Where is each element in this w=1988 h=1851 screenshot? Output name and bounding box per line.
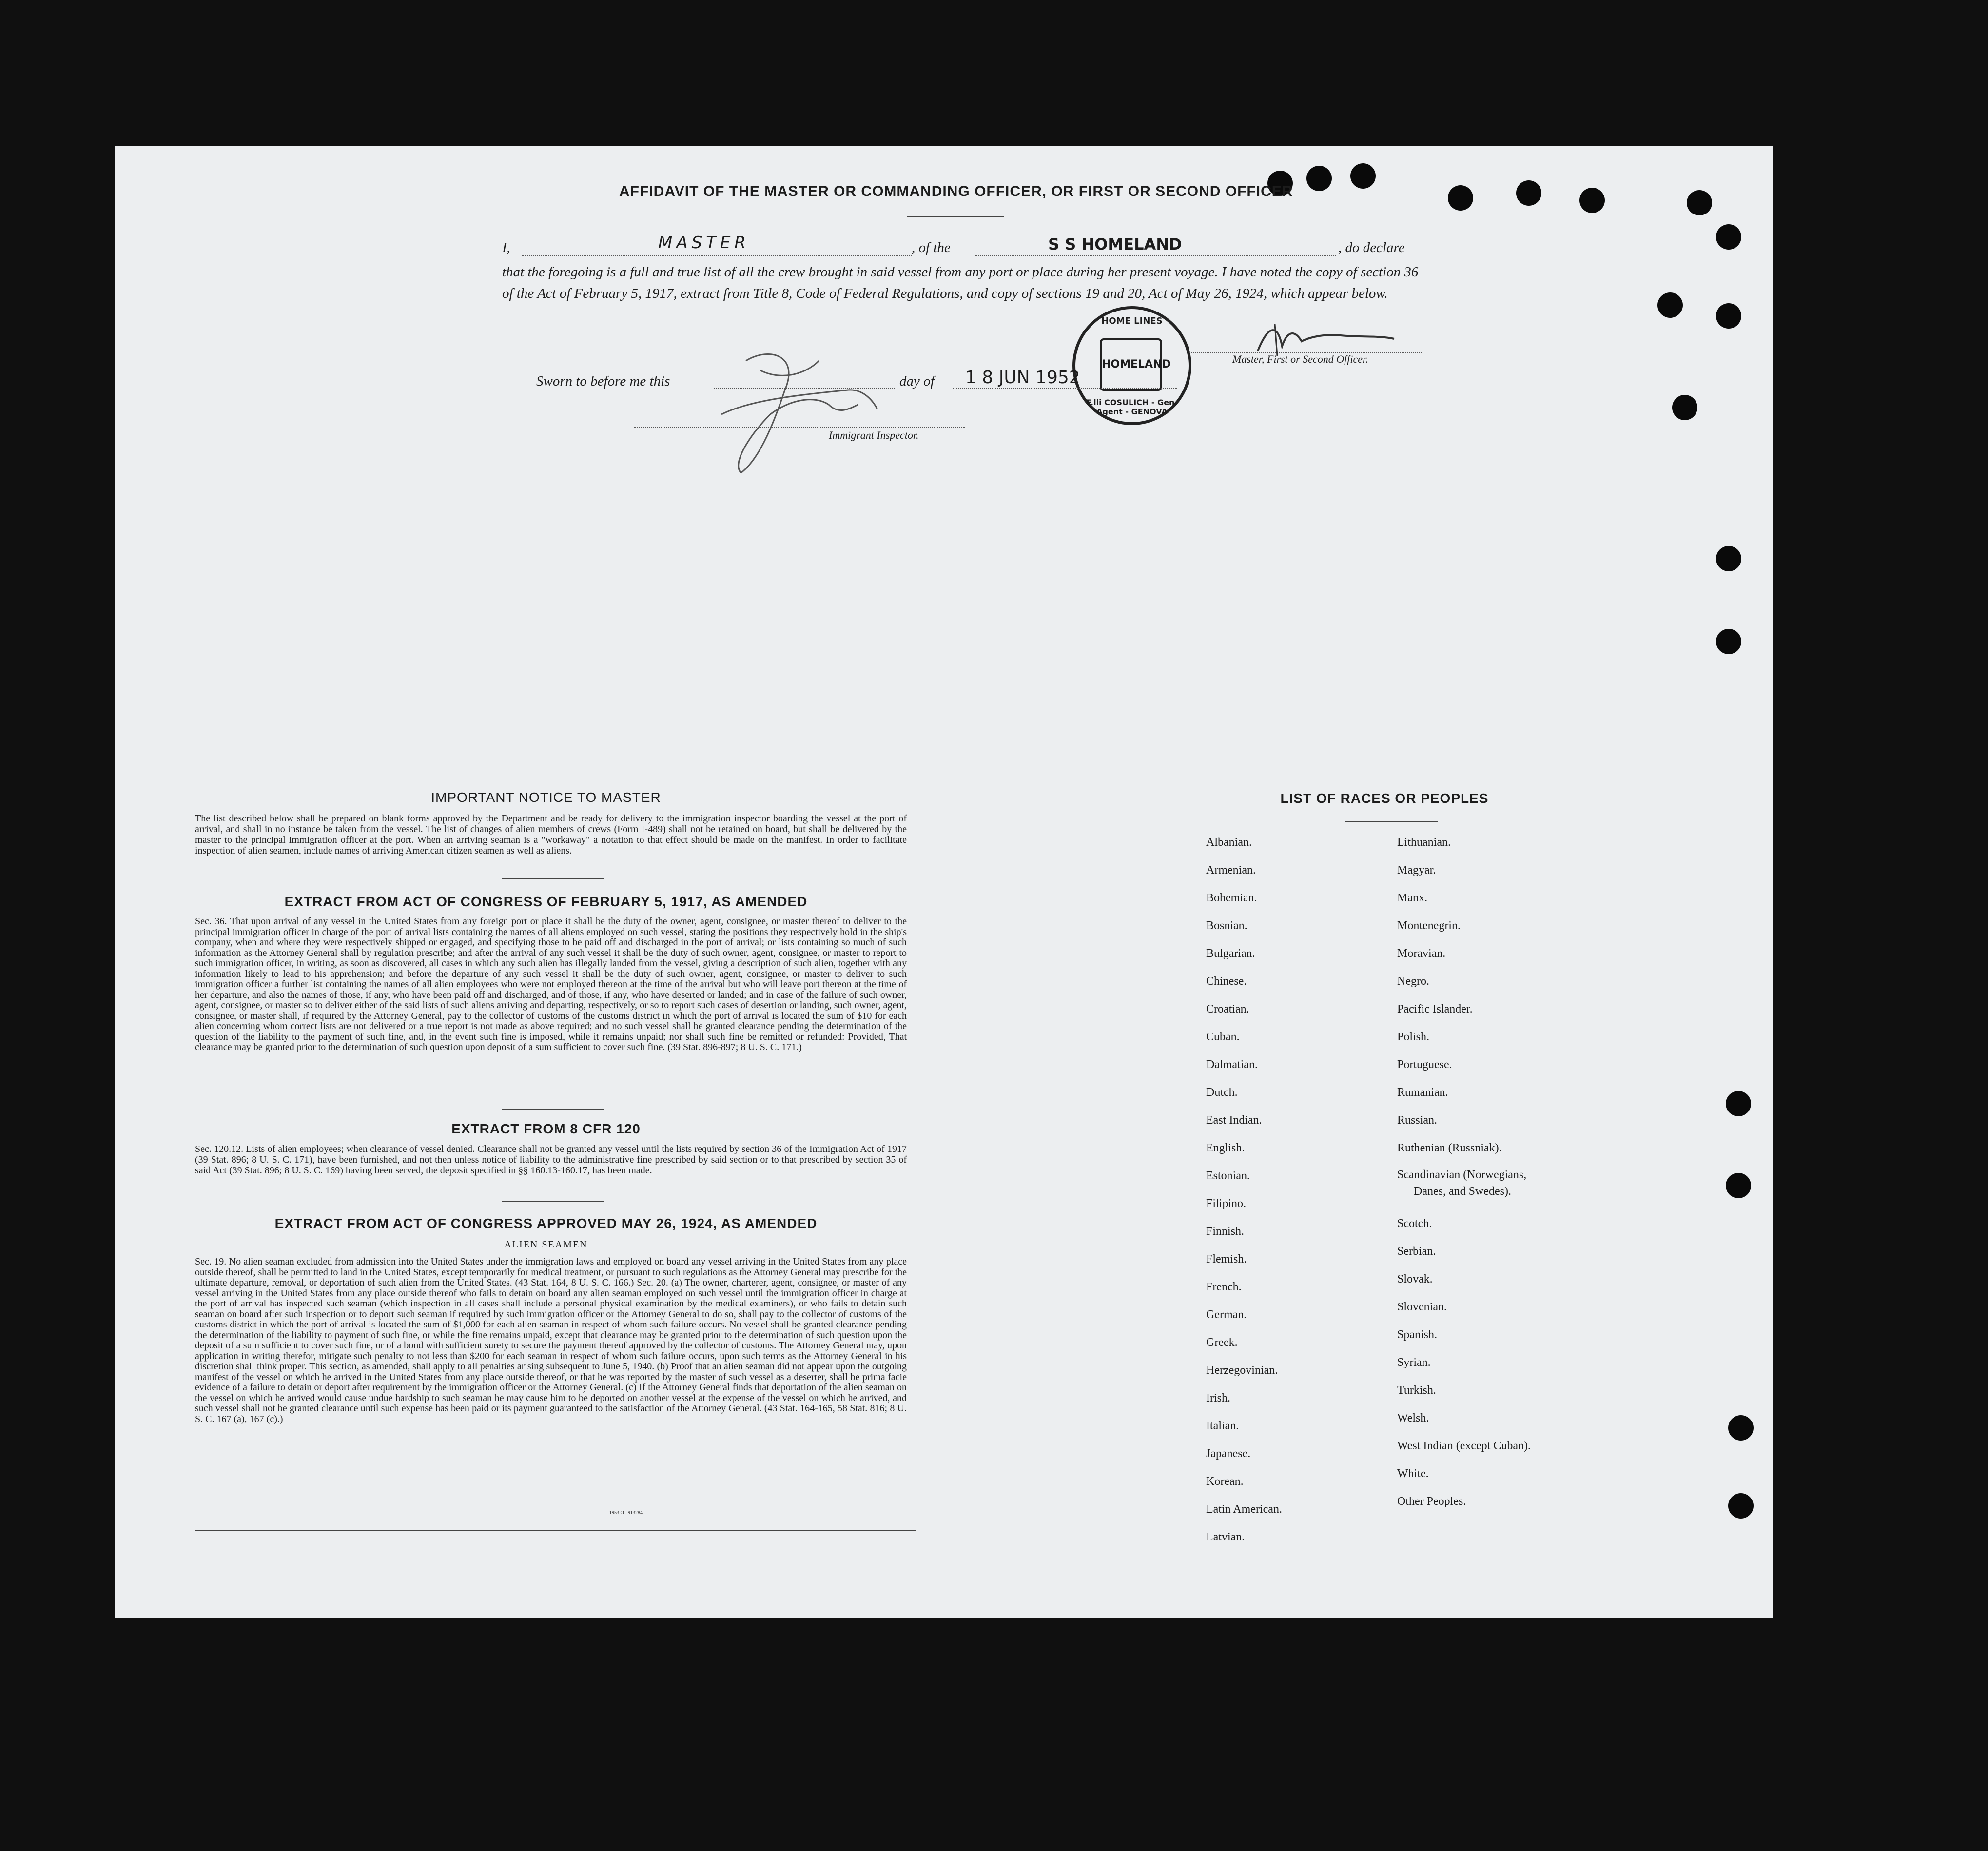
race-item: Flemish. [1206, 1253, 1247, 1266]
extract-1924-title: EXTRACT FROM ACT OF CONGRESS APPROVED MAY 26, 1924, AS AMENDED [274, 1216, 818, 1231]
race-item: Other Peoples. [1397, 1495, 1466, 1508]
race-item: Korean. [1206, 1475, 1244, 1488]
punch-hole [1728, 1493, 1754, 1519]
master-caption: Master, First or Second Officer. [1232, 353, 1368, 365]
date-line [953, 388, 1177, 389]
race-item: Dalmatian. [1206, 1058, 1258, 1071]
sworn-label: Sworn to before me this [536, 373, 670, 389]
notice-text: The list described below shall be prepared on blank forms approved by the Department and be ready for delivery to the immigration inspector boarding the vessel at the port of arrival, and shall in no instance be taken from the vessel. The list of changes of alien members of crews (Form I-489) shall not be retained on board, but shall be delivered by the master to the principal immigration officer at the port. When an arriving seaman is a "workaway" a notation to that effect should be made on the manifest. In order to facilitate inspection of alien seamen, include names of arriving American citizen seamen as well as aliens. [195, 813, 907, 856]
race-item: Rumanian. [1397, 1086, 1448, 1099]
race-item: Turkish. [1397, 1384, 1436, 1397]
punch-hole [1716, 546, 1741, 571]
race-item: Slovenian. [1397, 1301, 1447, 1313]
inspector-signature [702, 341, 907, 483]
name-line [522, 255, 912, 256]
race-item: Estonian. [1206, 1169, 1250, 1182]
race-item: Scotch. [1397, 1217, 1432, 1230]
races-column-1 [1206, 829, 1282, 1551]
race-item: Albanian. [1206, 836, 1252, 849]
punch-hole [1516, 180, 1541, 206]
race-item: Irish. [1206, 1392, 1230, 1404]
race-item: Pacific Islander. [1397, 1003, 1473, 1015]
punch-hole [1716, 224, 1741, 250]
extract-1917-text: Sec. 36. That upon arrival of any vessel in the United States from any foreign port or place it shall be the duty of the owner, agent, consignee, or master thereof to deliver to the principal immigration officer in charge of the port of arrival lists containing the names of all aliens employed on such vessel, stating the positions they respectively hold in the ship's company, when and where they were respectively shipped or engaged, and specifying those to be paid off and discharged in the port of arrival; or lists containing so much of such information as the Attorney General shall by regulation prescribe; and after the arrival of any such vessel it shall be the duty of such owner, agent, consignee, or master to report to such immigration officer, in writing, as soon as discovered, all cases in which any such alien has illegally landed from the vessel, giving a description of such alien, together with any information likely to lead to his apprehension; and before the departure of any such vessel it shall be the duty of such owner, agent, consignee, or master to deliver to such immigration officer a further list containing the names of all alien employees who were not employed thereon at the time of the arrival but who will leave port thereon at the time of her departure, and also the names of those, if any, who have been paid off and discharged, and of those, if any, who have deserted or landed; and in case of the failure of such owner, agent, consignee, or master so to deliver either of the said lists of such aliens arriving and departing, respectively, or so to report such cases of desertion or landing, such owner, agent, consignee, or master shall, if required by the Attorney General, pay to the collector of customs of the customs district in which the port of arrival is located the sum of $10 for each alien concerning whom correct lists are not delivered or a true report is not made as above required; and no such vessel shall be granted clearance pending the determination of the question of the liability to the payment of such fine, and, in the event such fine is imposed, while it remains unpaid; nor shall such fine be remitted or refunded: Provided, That clearance may be granted prior to the determination of such question upon deposit of a sum sufficient to cover such fine. (39 Stat. 896-897; 8 U. S. C. 171.) [195, 916, 907, 1052]
race-item: Herzegovinian. [1206, 1364, 1278, 1377]
race-item: Montenegrin. [1397, 919, 1461, 932]
race-item: Bosnian. [1206, 919, 1247, 932]
punch-hole [1579, 188, 1605, 213]
race-item: Magyar. [1397, 864, 1436, 877]
race-item: Lithuanian. [1397, 836, 1451, 849]
i-label: I, [502, 240, 510, 255]
race-item: Cuban. [1206, 1031, 1240, 1043]
punch-hole [1726, 1091, 1751, 1116]
extract-1924-subtitle: ALIEN SEAMEN [504, 1239, 588, 1250]
footer-code: 1953 O - 913284 [609, 1510, 643, 1516]
race-item: German. [1206, 1308, 1247, 1321]
name-value: MASTER [658, 233, 750, 253]
punch-hole [1716, 629, 1741, 654]
race-item: Spanish. [1397, 1328, 1438, 1341]
race-item: West Indian (except Cuban). [1397, 1440, 1531, 1452]
race-item: Danes, and Swedes). [1414, 1185, 1511, 1198]
punch-hole [1448, 185, 1473, 211]
race-item: Italian. [1206, 1420, 1239, 1432]
race-item: Serbian. [1397, 1245, 1436, 1258]
race-item: Manx. [1397, 892, 1427, 904]
race-item: Slovak. [1397, 1273, 1433, 1286]
races-title: LIST OF RACES OR PEOPLES [1280, 791, 1489, 806]
race-item: Ruthenian (Russniak). [1397, 1142, 1502, 1154]
extract-cfr-text: Sec. 120.12. Lists of alien employees; when clearance of vessel denied. Clearance shall not be granted any vessel until the lists required by section 36 of the Immigration Act of 1917 (39 Stat. 896; 8 U. S. C. 171), have been furnished, and not then unless notice of liability to the administrative fine prescribed by said section or to that prescribed by section 35 of said Act (39 Stat. 896; 8 U. S. C. 169) having been served, the deposit specified in §§ 160.13-160.17, has been made. [195, 1144, 907, 1176]
stamp-bottom-text: F.lli COSULICH - Gen. Agent - GENOVA [1086, 398, 1178, 416]
race-item: Filipino. [1206, 1197, 1247, 1210]
race-item: Latvian. [1206, 1531, 1245, 1543]
vessel-line [975, 255, 1336, 256]
race-item: Scandinavian (Norwegians, [1397, 1169, 1527, 1181]
race-item: Russian. [1397, 1114, 1438, 1127]
section-divider [502, 1109, 604, 1110]
race-item: White. [1397, 1467, 1429, 1480]
race-item: Bohemian. [1206, 892, 1257, 904]
punch-hole [1350, 163, 1376, 189]
punch-hole [1726, 1173, 1751, 1198]
races-divider [1345, 821, 1438, 822]
section-divider [502, 878, 604, 879]
race-item: East Indian. [1206, 1114, 1262, 1127]
company-stamp [1072, 306, 1191, 425]
stamp-top-text: HOME LINES [1101, 316, 1163, 326]
title-divider [907, 216, 1004, 217]
punch-hole [1716, 303, 1741, 329]
extract-1917-title: EXTRACT FROM ACT OF CONGRESS OF FEBRUARY 5, 1917, AS AMENDED [284, 894, 808, 909]
date-value: 1 8 JUN 1952 [965, 368, 1080, 388]
race-item: Greek. [1206, 1336, 1238, 1349]
section-divider [502, 1201, 604, 1202]
race-item: Negro. [1397, 975, 1429, 988]
race-item: Latin American. [1206, 1503, 1282, 1516]
race-item: Japanese. [1206, 1447, 1251, 1460]
vessel-value: S S HOMELAND [1048, 235, 1182, 253]
punch-hole [1672, 395, 1697, 420]
punch-hole [1728, 1415, 1754, 1441]
race-item: Chinese. [1206, 975, 1247, 988]
inspector-signature-line [634, 427, 965, 428]
race-item: Portuguese. [1397, 1058, 1452, 1071]
race-item: French. [1206, 1281, 1242, 1293]
notice-title: IMPORTANT NOTICE TO MASTER [431, 790, 661, 805]
day-of-label: day of [899, 373, 935, 389]
race-item: English. [1206, 1142, 1245, 1154]
punch-hole [1687, 190, 1712, 215]
extract-1924-text: Sec. 19. No alien seaman excluded from admission into the United States under the immigration laws and employed on board any vessel arriving in the United States from any place outside thereof, shall be permitted to land in the United States, except temporarily for medical treatment, or pursuant to such regulations as the Attorney General may prescribe for the ultimate departure, removal, or deportation of such alien from the United States. (43 Stat. 164, 8 U. S. C. 166.) Sec. 20. (a) The owner, charterer, agent, consignee, or master of any vessel arriving in the United States from any place outside thereof who fails to detain on board any alien seaman employed on such vessel until the immigration officer in charge at the port of arrival has inspected such seaman (which inspection in all cases shall include a personal physical examination by the medical examiners), or who fails to detain such seaman on board after such inspection or to deport such seaman if required by such immigration officer or the Attorney General to do so, shall pay to the collector of customs of the customs district in which the port of arrival is located the sum of $1,000 for each alien seaman in respect of whom such failure occurs. No vessel shall be granted clearance pending the determination of the liability to payment of such fine, or while the fine remains unpaid, except that clearance may be granted prior to the determination of such question upon the deposit of a sum sufficient to cover such fine, or of a bond with sufficient surety to secure the payment thereof approved by the collector of customs. The Attorney General may, upon application in writing therefor, mitigate such penalty to not less than $200 for each seaman in respect of whom such failure occurs, upon such terms as the Attorney General in his discretion shall think proper. This section, as amended, shall apply to all penalties arising subsequent to June 5, 1940. (b) Proof that an alien seaman did not appear upon the outgoing manifest of the vessel on which he arrived in the United States from any place outside thereof, or that he was reported by the master of such vessel as a deserter, shall be prima facie evidence of a failure to detain or deport after requirement by the immigration officer or the Attorney General. (c) If the Attorney General finds that deportation of the alien seaman on the vessel on which he arrived would cause undue hardship to such seaman he may cause him to be deported on another vessel at the expense of the vessel on which he arrived, and such vessel shall not be granted clearance until such expense has been paid or its payment guaranteed to the satisfaction of the Attorney General. (43 Stat. 164-165, 58 Stat. 816; 8 U. S. C. 167 (a), 167 (c).) [195, 1256, 907, 1424]
punch-hole [1657, 292, 1683, 318]
race-item: Bulgarian. [1206, 947, 1255, 960]
race-item: Polish. [1397, 1031, 1430, 1043]
of-the-label: , of the [912, 240, 951, 255]
stamp-center-text: HOMELAND [1100, 338, 1162, 391]
affidavit-title: AFFIDAVIT OF THE MASTER OR COMMANDING OFFICER, OR FIRST OR SECOND OFFICER [619, 183, 1293, 199]
declaration-text: that the foregoing is a full and true list of all the crew brought in said vessel from any port or place during her present voyage. I have noted the copy of section 36 of the Act of February 5, 1917, extract from Title 8, Code of Federal Regulations, and copy of sections 19 and 20, Act of May 26, 1924, which appear below. [502, 264, 1419, 301]
races-column-2 [1397, 829, 1531, 1516]
inspector-caption: Immigrant Inspector. [829, 429, 919, 441]
do-declare-label: , do declare [1338, 240, 1405, 255]
race-item: Armenian. [1206, 864, 1256, 877]
extract-cfr-title: EXTRACT FROM 8 CFR 120 [451, 1121, 641, 1136]
punch-hole [1306, 166, 1332, 191]
race-item: Moravian. [1397, 947, 1446, 960]
race-item: Finnish. [1206, 1225, 1245, 1238]
race-item: Welsh. [1397, 1412, 1429, 1424]
footer-rule [195, 1530, 916, 1531]
race-item: Dutch. [1206, 1086, 1238, 1099]
race-item: Croatian. [1206, 1003, 1249, 1015]
race-item: Syrian. [1397, 1356, 1431, 1369]
